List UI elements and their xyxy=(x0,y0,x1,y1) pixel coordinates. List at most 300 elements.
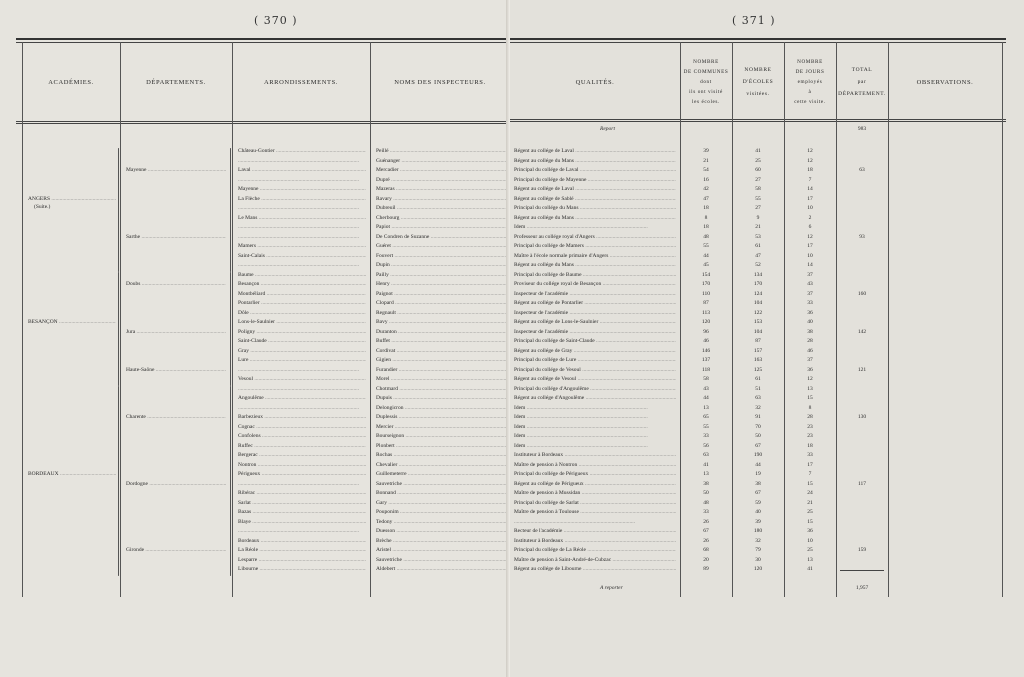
communes-count: 18 xyxy=(703,224,709,230)
inspecteur-cell: Guénanger ..... xyxy=(376,158,506,165)
jours-count: 33 xyxy=(807,452,813,458)
arrondissement-cell: Barbezieux ..... xyxy=(238,414,366,421)
communes-count: 120 xyxy=(701,319,711,325)
communes-count: 46 xyxy=(703,338,709,344)
departement-cell: Mayenne ..... xyxy=(126,167,226,174)
ecoles-count: 41 xyxy=(755,148,761,154)
jours-count: 43 xyxy=(807,281,813,287)
arrondissement-cell xyxy=(238,405,366,412)
arrondissement-cell xyxy=(238,528,366,535)
arrondissement-cell: Périgueux ..... xyxy=(238,471,366,478)
qualite-cell: Principal du collége de Mayenne ..... xyxy=(514,177,676,184)
communes-count: 38 xyxy=(703,480,709,487)
inspecteur-cell: Pailly ..... xyxy=(376,272,506,279)
jours-count: 10 xyxy=(807,252,813,259)
ecoles-count: 38 xyxy=(755,480,761,487)
ecoles-count: 104 xyxy=(753,328,763,335)
inspecteur-cell: Aldebert ..... xyxy=(376,566,506,573)
qualite-cell: Maître à l'école normale primaire d'Angers ..... xyxy=(514,253,676,260)
a-reporter-total: 1,957 xyxy=(855,585,869,591)
qualite-cell: Principal du collége de La Réole ..... xyxy=(514,547,676,554)
inspecteur-cell: Fouvert ..... xyxy=(376,253,506,260)
grouping-brace xyxy=(230,272,231,386)
communes-count: 56 xyxy=(703,442,709,449)
communes-count: 110 xyxy=(701,290,711,297)
jours-count: 12 xyxy=(807,233,813,240)
communes-count: 113 xyxy=(701,309,711,316)
arrondissement-cell: Ribérac ..... xyxy=(238,490,366,497)
right-page-number: ( 371 ) xyxy=(732,14,776,27)
arrondissement-cell: Saint-Claude ..... xyxy=(238,338,366,345)
arrondissement-cell: Poligny ..... xyxy=(238,329,366,336)
departement-total: 142 xyxy=(857,328,867,335)
departement-cell: Jura ..... xyxy=(126,329,226,336)
jours-count: 36 xyxy=(807,528,813,534)
left-page-number: ( 370 ) xyxy=(254,14,298,27)
inspecteur-cell: Rochas ..... xyxy=(376,452,506,459)
col-line xyxy=(120,42,121,597)
communes-count: 48 xyxy=(703,233,709,240)
arrondissement-cell xyxy=(238,262,366,269)
jours-count: 33 xyxy=(807,300,813,306)
jours-count: 46 xyxy=(807,347,813,354)
arrondissement-cell xyxy=(238,367,366,374)
departement-total: 93 xyxy=(859,233,865,240)
qualite-cell: Régent au collége de Vesoul ..... xyxy=(514,376,676,383)
communes-count: 20 xyxy=(703,556,709,563)
communes-count: 41 xyxy=(703,461,709,468)
qualite-cell: Principal du collége de Saint-Claude ..... xyxy=(514,338,676,345)
jours-count: 7 xyxy=(808,471,812,477)
inspecteur-cell: Ravary ..... xyxy=(376,196,506,203)
ecoles-count: 170 xyxy=(753,281,763,287)
jours-count: 14 xyxy=(807,186,813,192)
inspecteur-cell: Brèche ..... xyxy=(376,538,506,545)
jours-count: 15 xyxy=(807,480,813,487)
communes-count: 8 xyxy=(704,214,708,221)
arrondissement-cell: Saint-Calais ..... xyxy=(238,253,366,260)
jours-count: 41 xyxy=(807,566,813,572)
report-label: Report xyxy=(600,126,615,132)
jours-count: 13 xyxy=(807,385,813,392)
grouping-brace xyxy=(118,148,119,272)
jours-count: 28 xyxy=(807,338,813,344)
ecoles-count: 61 xyxy=(755,243,761,249)
departement-cell: Dordogne ..... xyxy=(126,481,226,488)
jours-count: 37 xyxy=(807,271,813,278)
arrondissement-cell: Mayenne ..... xyxy=(238,186,366,193)
jours-count: 23 xyxy=(807,433,813,439)
communes-count: 13 xyxy=(703,404,709,411)
header-ecoles: NOMBRE D'ÉCOLES visitées. xyxy=(742,67,774,97)
arrondissement-cell: Pontarlier ..... xyxy=(238,300,366,307)
header-academies: ACADÉMIES. xyxy=(48,78,94,86)
ecoles-count: 27 xyxy=(755,176,761,183)
report-total: 983 xyxy=(857,126,867,132)
arrondissement-cell: Dôle ..... xyxy=(238,310,366,317)
jours-count: 13 xyxy=(807,556,813,563)
header-qualites: QUALITÉS. xyxy=(575,78,615,86)
inspecteur-cell: Gary ..... xyxy=(376,500,506,507)
grouping-brace xyxy=(118,386,119,576)
academie-cell: BESANÇON ..... xyxy=(28,319,116,326)
qualite-cell: Régent au collége du Mans ..... xyxy=(514,158,676,165)
jours-count: 12 xyxy=(807,148,813,154)
arrondissement-cell: Angoulême ..... xyxy=(238,395,366,402)
arrondissement-cell: La Réole ..... xyxy=(238,547,366,554)
header-inspecteurs: NOMS DES INSPECTEURS. xyxy=(394,78,486,86)
communes-count: 18 xyxy=(703,205,709,211)
jours-count: 21 xyxy=(807,499,813,506)
communes-count: 50 xyxy=(703,490,709,496)
inspecteur-cell: Dupuis ..... xyxy=(376,395,506,402)
arrondissement-cell: Cognac ..... xyxy=(238,424,366,431)
departement-cell: Doubs ..... xyxy=(126,281,226,288)
qualite-cell: Régent au collége de Libourne ..... xyxy=(514,566,676,573)
qualite-cell: Inspecteur de l'académie ..... xyxy=(514,291,676,298)
inspecteur-cell: Chevalier ..... xyxy=(376,462,506,469)
communes-count: 47 xyxy=(703,195,709,202)
arrondissement-cell: Montbéliard ..... xyxy=(238,291,366,298)
qualite-cell: Principal du collége de Baume ..... xyxy=(514,272,676,279)
communes-count: 45 xyxy=(703,262,709,268)
arrondissement-cell: Ruffec ..... xyxy=(238,443,366,450)
jours-count: 36 xyxy=(807,309,813,316)
jours-count: 6 xyxy=(808,224,812,230)
arrondissement-cell: Château-Gontier ..... xyxy=(238,148,366,155)
communes-count: 65 xyxy=(703,414,709,420)
inspecteur-cell: Chotmard ..... xyxy=(376,386,506,393)
ecoles-count: 32 xyxy=(755,404,761,411)
arrondissement-cell xyxy=(238,205,366,212)
qualite-cell: Maître de pension à Toulouse ..... xyxy=(514,509,676,516)
ecoles-count: 25 xyxy=(755,157,761,164)
left-page xyxy=(0,0,510,677)
arrondissement-cell: Mamers ..... xyxy=(238,243,366,250)
inspecteur-cell: Peillé ..... xyxy=(376,148,506,155)
jours-count: 23 xyxy=(807,423,813,430)
inspecteur-cell: Bavy ..... xyxy=(376,319,506,326)
inspecteur-cell: Furandier ..... xyxy=(376,367,506,374)
ecoles-count: 59 xyxy=(755,499,761,506)
qualite-cell: Principal du collége de Mamers ..... xyxy=(514,243,676,250)
qualite-cell: Régent au collége de Laval ..... xyxy=(514,148,676,155)
ecoles-count: 63 xyxy=(755,395,761,401)
communes-count: 170 xyxy=(701,281,711,287)
ecoles-count: 79 xyxy=(755,547,761,553)
ecoles-count: 9 xyxy=(756,214,760,221)
top-rule-inner xyxy=(16,42,510,43)
qualite-cell: Régent au collége de Laval ..... xyxy=(514,186,676,193)
ecoles-count: 157 xyxy=(753,347,763,354)
departement-total: 63 xyxy=(859,167,865,173)
qualite-cell: Régent au collége de Sablé ..... xyxy=(514,196,676,203)
ecoles-count: 70 xyxy=(755,423,761,430)
ecoles-count: 53 xyxy=(755,233,761,240)
jours-count: 17 xyxy=(807,195,813,202)
ecoles-count: 55 xyxy=(755,195,761,202)
inspecteur-cell: Pouponim ..... xyxy=(376,509,506,516)
qualite-cell: Inspecteur de l'académie ..... xyxy=(514,310,676,317)
ecoles-count: 134 xyxy=(753,271,763,278)
communes-count: 67 xyxy=(703,528,709,534)
arrondissement-cell: Libourne ..... xyxy=(238,566,366,573)
top-rule xyxy=(16,38,510,40)
inspecteur-cell: Papiot ..... xyxy=(376,224,506,231)
communes-count: 55 xyxy=(703,423,709,430)
a-reporter-label: A reporter xyxy=(600,585,623,591)
departement-total: 159 xyxy=(857,547,867,553)
ecoles-count: 51 xyxy=(755,385,761,392)
ecoles-count: 21 xyxy=(755,224,761,230)
jours-count: 18 xyxy=(807,167,813,173)
ecoles-count: 44 xyxy=(755,461,761,468)
arrondissement-cell: Bergerac ..... xyxy=(238,452,366,459)
qualite-cell: Proviseur du collége royal de Besançon ..... xyxy=(514,281,676,288)
arrondissement-cell: Le Mans ..... xyxy=(238,215,366,222)
communes-count: 87 xyxy=(703,300,709,306)
jours-count: 12 xyxy=(807,157,813,164)
ecoles-count: 47 xyxy=(755,252,761,259)
header-communes: NOMBRE DE COMMUNES dont ils ont visité les écoles. xyxy=(683,59,729,105)
jours-count: 17 xyxy=(807,243,813,249)
arrondissement-cell: Lesparre ..... xyxy=(238,557,366,564)
header-rule-inner xyxy=(16,123,510,124)
arrondissement-cell: Laval ..... xyxy=(238,167,366,174)
inspecteur-cell: Cherbourg ..... xyxy=(376,215,506,222)
departement-total: 130 xyxy=(857,414,867,420)
arrondissement-cell xyxy=(238,177,366,184)
arrondissement-cell xyxy=(238,481,366,488)
communes-count: 58 xyxy=(703,376,709,382)
qualite-cell: Principal du collége du Mans ..... xyxy=(514,205,676,212)
inspecteur-cell: Bonnand ..... xyxy=(376,490,506,497)
jours-count: 25 xyxy=(807,547,813,553)
inspecteur-cell: Morel ..... xyxy=(376,376,506,383)
inspecteur-cell: Guillemeterre ..... xyxy=(376,471,506,478)
ecoles-count: 52 xyxy=(755,262,761,268)
jours-count: 15 xyxy=(807,395,813,401)
ecoles-count: 190 xyxy=(753,452,763,458)
jours-count: 10 xyxy=(807,537,813,544)
jours-count: 10 xyxy=(807,205,813,211)
ecoles-count: 39 xyxy=(755,518,761,525)
academie-cell: BORDEAUX ..... xyxy=(28,471,116,478)
ecoles-count: 32 xyxy=(755,537,761,544)
ecoles-count: 61 xyxy=(755,376,761,382)
inspecteur-cell: Duplessis ..... xyxy=(376,414,506,421)
communes-count: 68 xyxy=(703,547,709,553)
communes-count: 146 xyxy=(701,347,711,354)
arrondissement-cell: La Flèche ..... xyxy=(238,196,366,203)
ecoles-count: 67 xyxy=(755,442,761,449)
header-arrondissements: ARRONDISSEMENTS. xyxy=(263,78,339,86)
jours-count: 28 xyxy=(807,414,813,420)
ecoles-count: 27 xyxy=(755,205,761,211)
ecoles-count: 153 xyxy=(753,319,763,325)
qualite-cell: Idem ..... xyxy=(514,414,676,421)
jours-count: 37 xyxy=(807,290,813,297)
inspecteur-cell: Duesson ..... xyxy=(376,528,506,535)
departement-cell: Gironde ..... xyxy=(126,547,226,554)
qualite-cell: Idem ..... xyxy=(514,405,676,412)
inspecteur-cell: Buffet ..... xyxy=(376,338,506,345)
arrondissement-cell: Besançon ..... xyxy=(238,281,366,288)
arrondissement-cell: Gray ..... xyxy=(238,348,366,355)
col-line xyxy=(888,42,889,597)
communes-count: 54 xyxy=(703,167,709,173)
qualite-cell xyxy=(514,519,676,526)
communes-count: 55 xyxy=(703,243,709,249)
qualite-cell: Principal du collége de Lure ..... xyxy=(514,357,676,364)
communes-count: 26 xyxy=(703,518,709,525)
qualite-cell: Régent au collége du Mans ..... xyxy=(514,215,676,222)
inspecteur-cell: Dubreuil ..... xyxy=(376,205,506,212)
col-line xyxy=(22,42,23,597)
header-departements: DÉPARTEMENTS. xyxy=(146,78,206,86)
ecoles-count: 67 xyxy=(755,490,761,496)
qualite-cell: Principal du collége de Sarlat ..... xyxy=(514,500,676,507)
departement-cell: Charente ..... xyxy=(126,414,226,421)
qualite-cell: Idem ..... xyxy=(514,433,676,440)
communes-count: 13 xyxy=(703,471,709,477)
header-total: TOTAL par DÉPARTEMENT. xyxy=(838,67,886,97)
ecoles-count: 60 xyxy=(755,167,761,173)
qualite-cell: Idem ..... xyxy=(514,443,676,450)
ecoles-count: 120 xyxy=(753,566,763,572)
communes-count: 137 xyxy=(701,357,711,363)
jours-count: 37 xyxy=(807,357,813,363)
ecoles-count: 50 xyxy=(755,433,761,439)
total-rule xyxy=(840,570,884,571)
qualite-cell: Recteur de l'académie ..... xyxy=(514,528,676,535)
communes-count: 44 xyxy=(703,252,709,259)
communes-count: 96 xyxy=(703,328,709,335)
qualite-cell: Principal du collége de Vesoul ..... xyxy=(514,367,676,374)
departement-total: 121 xyxy=(857,366,867,373)
jours-count: 7 xyxy=(808,176,812,183)
arrondissement-cell: Sarlat ..... xyxy=(238,500,366,507)
departement-total: 117 xyxy=(857,480,867,487)
arrondissement-cell: Lons-le-Saulnier ..... xyxy=(238,319,366,326)
ecoles-count: 124 xyxy=(753,290,763,297)
departement-total: 160 xyxy=(857,290,867,297)
inspecteur-cell: Plonbert ..... xyxy=(376,443,506,450)
inspecteur-cell: Mazeras ..... xyxy=(376,186,506,193)
communes-count: 33 xyxy=(703,433,709,439)
header-rule xyxy=(16,121,510,122)
communes-count: 44 xyxy=(703,395,709,401)
jours-count: 38 xyxy=(807,328,813,335)
inspecteur-cell: De Condren de Suzanne ..... xyxy=(376,234,506,241)
communes-count: 16 xyxy=(703,176,709,183)
inspecteur-cell: Mercadier ..... xyxy=(376,167,506,174)
arrondissement-cell: Bordeaux ..... xyxy=(238,538,366,545)
qualite-cell: Régent au collége de Gray ..... xyxy=(514,348,676,355)
communes-count: 21 xyxy=(703,157,709,164)
qualite-cell: Instituteur à Bordeaux ..... xyxy=(514,538,676,545)
inspecteur-cell: Sauvetriche ..... xyxy=(376,481,506,488)
inspecteur-cell: Cordivat ..... xyxy=(376,348,506,355)
ecoles-count: 40 xyxy=(755,509,761,515)
qualite-cell: Inspecteur de l'académie ..... xyxy=(514,329,676,336)
qualite-cell: Maître de pension à Nontron ..... xyxy=(514,462,676,469)
communes-count: 48 xyxy=(703,499,709,506)
communes-count: 89 xyxy=(703,566,709,572)
grouping-brace xyxy=(118,272,119,386)
inspecteur-cell: Dupré ..... xyxy=(376,177,506,184)
communes-count: 42 xyxy=(703,186,709,192)
arrondissement-cell: Blaye ..... xyxy=(238,519,366,526)
ecoles-count: 163 xyxy=(753,357,763,363)
jours-count: 15 xyxy=(807,518,813,525)
right-page xyxy=(510,0,1024,677)
arrondissement-cell xyxy=(238,224,366,231)
qualite-cell: Régent au collége de Périgueux ..... xyxy=(514,481,676,488)
grouping-brace xyxy=(230,386,231,576)
jours-count: 8 xyxy=(808,404,812,411)
communes-count: 33 xyxy=(703,509,709,515)
inspecteur-cell: Mercier ..... xyxy=(376,424,506,431)
inspecteur-cell: Tedony ..... xyxy=(376,519,506,526)
ecoles-count: 58 xyxy=(755,186,761,192)
inspecteur-cell: Regnault ..... xyxy=(376,310,506,317)
ecoles-count: 30 xyxy=(755,556,761,563)
inspecteur-cell: Dupin ..... xyxy=(376,262,506,269)
inspecteur-cell: Clopard ..... xyxy=(376,300,506,307)
jours-count: 25 xyxy=(807,509,813,515)
jours-count: 40 xyxy=(807,319,813,325)
header-observations: OBSERVATIONS. xyxy=(916,78,974,86)
qualite-cell: Idem ..... xyxy=(514,424,676,431)
ecoles-count: 122 xyxy=(753,309,763,316)
qualite-cell: Instituteur à Bordeaux ..... xyxy=(514,452,676,459)
col-line xyxy=(370,42,371,597)
top-rule-inner xyxy=(510,42,1006,43)
academie-cell: ANGERS ..... xyxy=(28,196,116,203)
ecoles-count: 91 xyxy=(755,414,761,420)
arrondissement-cell: Vesoul ..... xyxy=(238,376,366,383)
communes-count: 154 xyxy=(701,271,711,278)
inspecteur-cell: Henry ..... xyxy=(376,281,506,288)
qualite-cell: Régent au collége de Pontarlier ..... xyxy=(514,300,676,307)
arrondissement-cell: Lure ..... xyxy=(238,357,366,364)
jours-count: 2 xyxy=(808,214,812,221)
inspecteur-cell: Gigien ..... xyxy=(376,357,506,364)
communes-count: 26 xyxy=(703,537,709,544)
qualite-cell: Régent au collége de Lons-le-Saulnier ..... xyxy=(514,319,676,326)
communes-count: 43 xyxy=(703,385,709,392)
header-rule-inner xyxy=(510,121,1006,122)
inspecteur-cell: Paignot ..... xyxy=(376,291,506,298)
qualite-cell: Principal du collége de Périgueux ..... xyxy=(514,471,676,478)
qualite-cell: Régent au collége du Mans ..... xyxy=(514,262,676,269)
inspecteur-cell: Bourseignon ..... xyxy=(376,433,506,440)
qualite-cell: Principal du collége d'Angoulême ..... xyxy=(514,386,676,393)
inspecteur-cell: Sauvetriche ..... xyxy=(376,557,506,564)
jours-count: 24 xyxy=(807,490,813,496)
communes-count: 63 xyxy=(703,452,709,458)
qualite-cell: Professeur au collége royal d'Angers ..... xyxy=(514,234,676,241)
ecoles-count: 180 xyxy=(753,528,763,534)
ecoles-count: 125 xyxy=(753,366,763,373)
jours-count: 14 xyxy=(807,262,813,268)
col-line xyxy=(232,42,233,597)
arrondissement-cell xyxy=(238,386,366,393)
qualite-cell: Idem ..... xyxy=(514,224,676,231)
departement-cell: Sarthe ..... xyxy=(126,234,226,241)
jours-count: 17 xyxy=(807,461,813,468)
